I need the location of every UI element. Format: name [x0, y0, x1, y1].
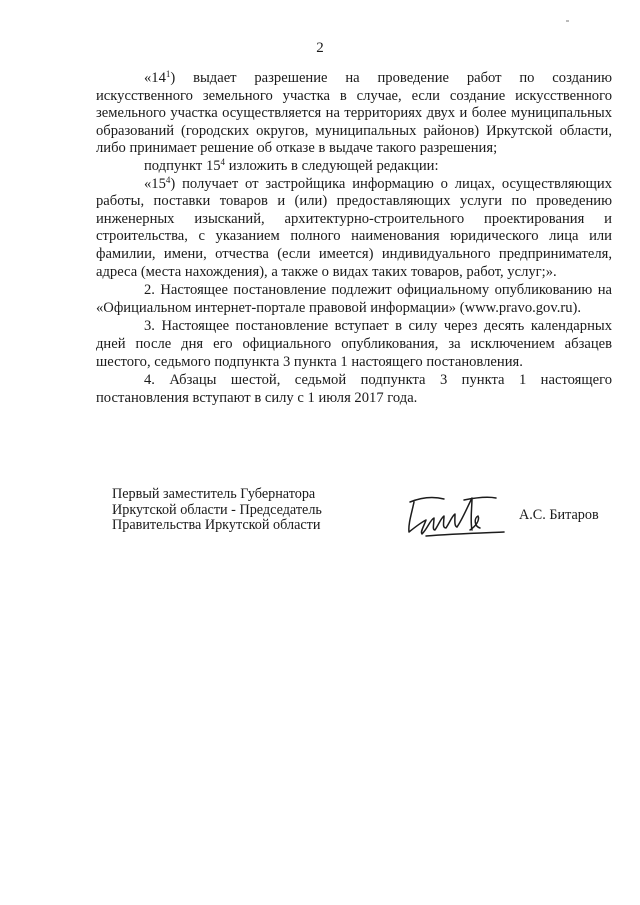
- paragraph-15-4: [96, 176, 612, 282]
- paragraph-lead: «14: [144, 70, 166, 86]
- superscript: 4: [165, 174, 171, 185]
- position-line: Правительства Иркутской области: [112, 517, 321, 533]
- position-line: Первый заместитель Губернатора: [112, 486, 316, 502]
- document-body: [96, 70, 612, 407]
- paragraph-lead: подпункт 15: [144, 157, 221, 174]
- paragraph-text: ) получает от застройщика информацию о лицах, осуществляющих работы, поставки товаров и (или) предоставляющих услуги по проведению инженерных изысканий, архитектурно-строительного проектирования и строительства, с указанием полного наименования юридического лица или фамилии, имени, отчества (если имеется) индивидуального предпринимателя, адреса (места нахождения), а также о видах таких товаров, работ, услуг;».: [96, 175, 612, 280]
- handwritten-signature: [400, 490, 512, 540]
- superscript: 1: [165, 69, 171, 79]
- page-number: 2: [316, 40, 324, 56]
- paragraph-text: изложить в следующей редакции:: [225, 157, 439, 174]
- signatory-name: А.С. Битаров: [519, 507, 599, 523]
- paragraph-14-1: [96, 70, 612, 158]
- paragraph-text: ) выдает разрешение на проведение работ по созданию искусственного земельного участка в случае, если создание искусственного земельного участка осуществляется на территориях двух и более муниципальных образований (городских округов, муниципальных районов) Иркутской области, либо принимает решение об отказе в выдаче такого разрешения;: [96, 70, 612, 157]
- superscript: 4: [220, 156, 226, 167]
- signatory-position: [112, 487, 372, 534]
- position-line: Иркутской области - Председатель: [112, 501, 322, 518]
- paragraph-3: 3. Настоящее постановление вступает в силу через десять календарных дней после дня его официального опубликования, за исключением абзацев шестого, седьмого подпункта 3 пункта 1 настоящего постановления.: [96, 318, 612, 370]
- paragraph-4: 4. Абзацы шестой, седьмой подпункта 3 пункта 1 настоящего постановления вступают в силу с 1 июля 2017 года.: [96, 372, 612, 406]
- scan-dot: [566, 20, 569, 22]
- paragraph-2: 2. Настоящее постановление подлежит официальному опубликованию на «Официальном интернет-портале правовой информации» (www.pravo.gov.ru).: [96, 282, 612, 316]
- paragraph-lead: «15: [144, 175, 166, 192]
- paragraph-subitem-intro: [96, 158, 612, 176]
